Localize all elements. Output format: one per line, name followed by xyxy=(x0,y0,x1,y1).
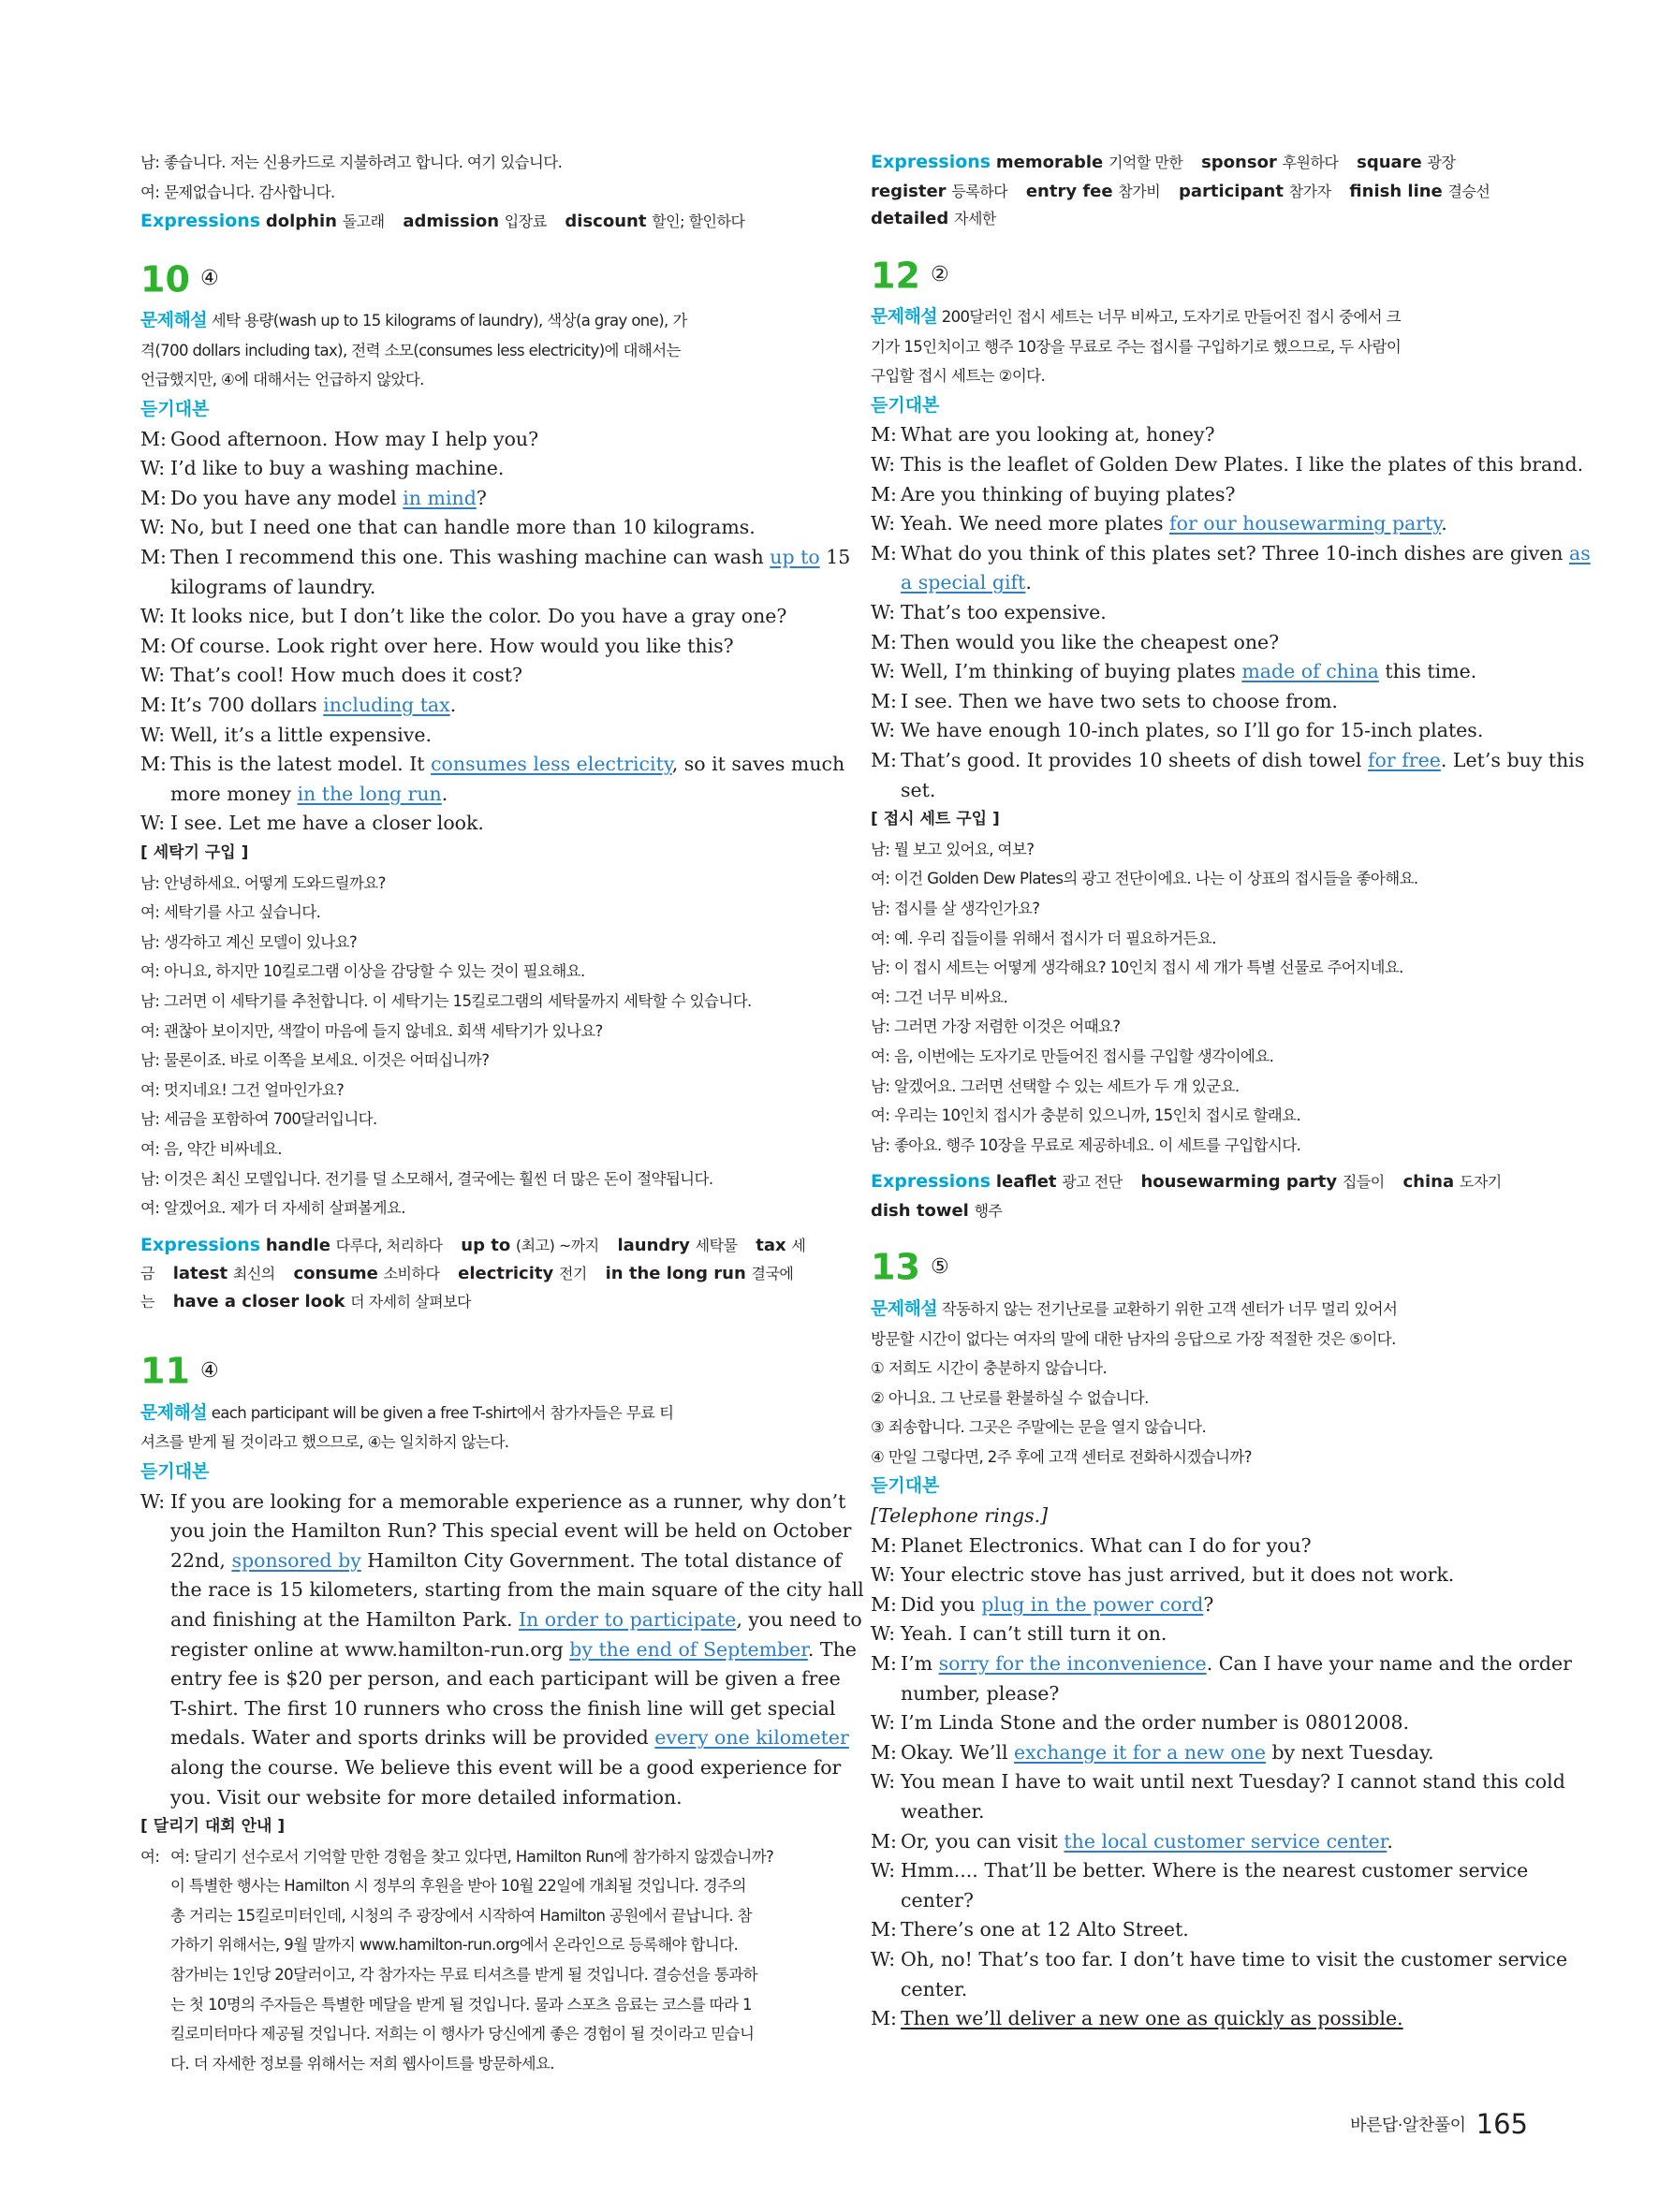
korean-line: 참가비는 1인당 20달러이고, 각 참가자는 무료 티셔츠를 받게 될 것입니다. 결승선을 통과하 xyxy=(170,1966,757,1985)
korean-line: 가하기 위해서는, 9월 말까지 www.hamilton-run.org에서 온라인으로 등록해야 합니다. xyxy=(170,1936,739,1955)
question-header xyxy=(140,1343,811,1399)
expr-word: leaflet xyxy=(995,1172,1057,1193)
korean-line: 여: 멋지네요! 그건 얼마인가요? xyxy=(140,1080,345,1099)
page-footer xyxy=(1350,2108,1528,2140)
expr-word: admission xyxy=(403,212,500,232)
korean-line: 여: 그건 너무 비싸요. xyxy=(871,988,1008,1006)
korean-line: 여: 아니요, 하지만 10킬로그램 이상을 감당할 수 있는 것이 필요해요. xyxy=(140,962,585,981)
expr-word: dish towel xyxy=(871,1200,969,1221)
explanation-label: 문제해설 xyxy=(140,1401,208,1423)
question-number: 11 xyxy=(140,1350,190,1392)
expr-meaning: 도자기 xyxy=(1459,1173,1502,1192)
expressions-label: Expressions xyxy=(140,211,261,232)
script-dialogue: M: Good afternoon. How may I help you? W: I’d like to buy a washing machine. M: Do you have any model in mind? W: No, but I need one that can handle more than 10 kilograms. M: Then I recommend this one. This washing machine can wash up to 15 kilograms of laundry. W: It looks nice, but I don’t like the color. Do you have a gray one? M: Of course. Look right over here. How would you like this? W: That’s cool! How much does it cost? M: It’s 700 dollars including tax. W: Well, it’s a little expensive. M: This is the latest model. It consumes less electricity, so it saves much more money in the long run. W: I see. Let me have a closer look. xyxy=(140,427,851,835)
script-dialogue: [Telephone rings.] M: Planet Electronics. What can I do for you? W: Your electric stove has just arrived, but it does not work. M: Did you plug in the power cord? W: Yeah. I can’t still turn it on. M: I’m sorry for the inconvenience. Can I have your name and the order number, please? W: I’m Linda Stone and the order number is 08012008. M: Okay. We’ll exchange it for a new one by next Tuesday. W: You mean I have to wait until next Tuesday? I cannot stand this cold weather. M: Or, you can visit the local customer service center. W: Hmm.... That’ll be better. Where is the nearest customer service center? M: There’s one at 12 Alto Street. W: Oh, no! That’s too far. I don’t have time to visit the customer service center. M: Then we’ll deliver a new one as quickly as possible. xyxy=(871,1502,1541,2034)
expr-meaning: 다루다, 처리하다 xyxy=(335,1236,443,1254)
korean-line: 이 특별한 행사는 Hamilton 시 정부의 후원을 받아 10월 22일에 개최될 것입니다. 경주의 xyxy=(170,1877,746,1896)
expr-meaning: 행주 xyxy=(974,1201,1003,1220)
explanation-text: 기가 15인치이고 행주 10장을 무료로 주는 접시를 구입하기로 했으므로, 두 사람이 xyxy=(871,337,1402,356)
korean-line: 남: 그러면 이 세탁기를 추천합니다. 이 세탁기는 15킬로그램의 세탁물까지 세탁할 수 있습니다. xyxy=(140,991,752,1010)
expr-meaning: 세금 xyxy=(140,1236,806,1283)
answer-mark: ④ xyxy=(199,267,219,291)
korean-line: 남: 생각하고 계신 모델이 있나요? xyxy=(140,932,358,951)
explanation-text: each participant will be given a free T-shirt에서 참가자들은 무료 티 xyxy=(211,1403,674,1422)
expr-meaning: 등록하다 xyxy=(951,182,1008,200)
expr-word: detailed xyxy=(871,209,949,229)
expr-meaning: 전기 xyxy=(558,1265,587,1283)
expr-meaning: 광장 xyxy=(1427,154,1456,171)
option-line: ④ 만일 그렇다면, 2주 후에 고객 센터로 전화하시겠습니까? xyxy=(871,1447,1252,1466)
korean-line: 여: 음, 약간 비싸네요. xyxy=(140,1139,282,1158)
korean-line: 총 거리는 15킬로미터인데, 시청의 주 광장에서 시작하여 Hamilton 공원에서 끝납니다. 참 xyxy=(170,1906,753,1925)
korean-line: 는 첫 10명의 주자들은 특별한 메달을 받게 될 것입니다. 물과 스포츠 음료는 코스를 따라 1 xyxy=(170,1995,752,2014)
answer-mark: ② xyxy=(930,263,949,287)
expr-meaning: 최신의 xyxy=(232,1265,275,1283)
expr-meaning: 결국에는 xyxy=(140,1265,794,1311)
expr-word: memorable xyxy=(995,153,1104,172)
expr-meaning: 소비하다 xyxy=(383,1265,440,1283)
korean-line: 남: 이 접시 세트는 어떻게 생각해요? 10인치 접시 세 개가 특별 선물로 주어지네요. xyxy=(871,959,1403,977)
expr-word: latest xyxy=(172,1264,228,1284)
stage-direction: [Telephone rings.] xyxy=(871,1504,1049,1528)
explanation-text: 200달러인 접시 세트는 너무 비싸고, 도자기로 만들어진 접시 중에서 크 xyxy=(941,308,1401,327)
korean-line: 남: 접시를 살 생각인가요? xyxy=(871,899,1040,917)
question-number: 13 xyxy=(871,1246,920,1288)
expr-word: up to xyxy=(461,1235,511,1255)
question-header xyxy=(871,248,1541,303)
question-header xyxy=(871,1239,1541,1295)
expressions-box xyxy=(871,148,1541,233)
expr-meaning: 참가자 xyxy=(1288,182,1331,200)
korean-line: 여: 달리기 선수로서 기억할 만한 경험을 찾고 있다면, Hamilton Run에 참가하지 않겠습니까? xyxy=(170,1847,774,1866)
expr-word: have a closer look xyxy=(172,1291,345,1311)
expr-word: housewarming party xyxy=(1140,1172,1338,1193)
expr-meaning: 집들이 xyxy=(1342,1173,1385,1192)
explanation-text: 작동하지 않는 전기난로를 교환하기 위한 고객 센터가 너무 멀리 있어서 xyxy=(941,1299,1398,1318)
expr-word: in the long run xyxy=(605,1264,746,1284)
expr-word: tax xyxy=(756,1235,786,1255)
korean-line: 남: 그러면 가장 저렴한 이것은 어때요? xyxy=(871,1018,1121,1036)
page-number: 165 xyxy=(1475,2108,1528,2140)
section-title: [ 접시 세트 구입 ] xyxy=(871,810,1000,829)
korean-line: 여: 알겠어요. 제가 더 자세히 살펴볼게요. xyxy=(140,1199,405,1218)
korean-line: 여: 세탁기를 사고 싶습니다. xyxy=(140,903,321,922)
expr-word: discount xyxy=(565,212,647,232)
expr-meaning: 입장료 xyxy=(504,212,547,231)
expr-word: participant xyxy=(1178,181,1284,201)
expr-word: china xyxy=(1402,1172,1455,1193)
korean-line: 남: 알겠어요. 그러면 선택할 수 있는 세트가 두 개 있군요. xyxy=(871,1077,1240,1095)
expressions-label: Expressions xyxy=(871,1171,991,1193)
explanation-label: 문제해설 xyxy=(871,306,938,328)
korean-line: 킬로미터마다 제공될 것입니다. 저희는 이 행사가 당신에게 좋은 경험이 될 것이라고 믿습니 xyxy=(170,2025,755,2044)
korean-line: 남: 안녕하세요. 어떻게 도와드릴까요? xyxy=(140,873,386,892)
script-dialogue: M: What are you looking at, honey? W: This is the leaflet of Golden Dew Plates. I like the plates of this brand. M: Are you thinking of buying plates? W: Yeah. We need more plates for our housewarming party. M: What do you think of this plates set? Three 10-inch dishes are given as a special gift. W: That’s too expensive. M: Then would you like the cheapest one? W: Well, I’m thinking of buying plates made of china this time. M: I see. Then we have two sets to choose from. W: We have enough 10-inch plates, so I’ll go for 15-inch plates. M: That’s good. It provides 10 sheets of dish towel for free. Let’s buy this set. xyxy=(871,423,1591,801)
expr-meaning: 후원하다 xyxy=(1282,154,1339,171)
script-monologue: W: If you are looking for a memorable experience as a runner, why don’t you join the Hamilton Run? This special event will be held on October 22nd, sponsored by Hamilton City Government. The total distance of the race is 15 kilometers, starting from the main square of the city hall and finishing at the Hamilton Park. In order to participate, you need to register online at www.hamilton-run.org by the end of September. The entry fee is $20 per person, and each participant will be given a free T-shirt. The first 10 runners who cross the finish line will get special medals. Water and sports drinks will be provided every one kilometer along the course. We believe this event will be a good experience for you. Visit our website for more detailed information. xyxy=(140,1489,864,1809)
expr-meaning: 광고 전단 xyxy=(1062,1173,1123,1192)
script-label: 듣기대본 xyxy=(140,1460,210,1482)
explanation-text: 세탁 용량(wash up to 15 kilograms of laundry), 색상(a gray one), 가 xyxy=(211,312,687,330)
expr-meaning: (최고) ~까지 xyxy=(515,1236,599,1254)
question-header xyxy=(140,252,811,307)
option-line: ③ 죄송합니다. 그곳은 주말에는 문을 열지 않습니다. xyxy=(871,1418,1207,1437)
expr-meaning: 세탁물 xyxy=(695,1236,738,1254)
footer-text: 바른답·알찬풀이 xyxy=(1350,2116,1466,2135)
explanation-text: 격(700 dollars including tax), 전력 소모(consumes less electricity)에 대해서는 xyxy=(140,341,681,359)
expressions-box xyxy=(140,207,811,237)
korean-line: 다. 더 자세한 정보를 위해서는 저희 웹사이트를 방문하세요. xyxy=(170,2054,554,2073)
option-line: ② 아니요. 그 난로를 환불하실 수 없습니다. xyxy=(871,1388,1149,1407)
expressions-label: Expressions xyxy=(140,1234,261,1255)
korean-line: 여: 이건 Golden Dew Plates의 광고 전단이에요. 나는 이 상표의 접시들을 좋아해요. xyxy=(871,870,1418,888)
explanation-text: 방문할 시간이 없다는 여자의 말에 대한 남자의 응답으로 가장 적절한 것은 ⑤이다. xyxy=(871,1329,1396,1348)
expr-word: finish line xyxy=(1349,181,1443,201)
section-title: [ 세탁기 구입 ] xyxy=(140,842,249,862)
korean-line: 여: 예. 우리 집들이를 위해서 접시가 더 필요하거든요. xyxy=(871,929,1216,947)
korean-line: 남: 이것은 최신 모델입니다. 전기를 덜 소모해서, 결국에는 훨씬 더 많은 돈이 절약됩니다. xyxy=(140,1169,713,1188)
answer-mark: ④ xyxy=(199,1358,219,1383)
expr-meaning: 결승선 xyxy=(1447,182,1490,200)
left-column: 남: 좋습니다. 저는 신용카드로 지불하려고 합니다. 여기 있습니다. 여: 문제없습니다. 감사합니다. Expressions dolphin 돌고래 admission 입장료 discount 할인; 할인하다 10 ④ 문제해설 세탁 용량(wash up to 15 kilograms of laundry), 색상(a gray one), 가 격(700 dollars including tax), 전력 소모(consumes less electricity)에 대해서는 언급했지만, ④에 대해서는 언급하지 않았다. 듣기대본 M: Good afternoon. How may I help you? W: I’d like to buy a washing machine. M: Do you have any model in mind? W: No, but I need one that can handle more than 10 kilograms. M: Then I recommend this one. This washing machine can wash up to 15 kilograms of laundry. W: It looks nice, but I don’t like the color. Do you have a gray one? M: Of course. Look right over here. How would you like this? W: That’s cool! How much does it cost? M: It’s 700 dollars including tax. W: Well, it’s a little expensive. M: This is the latest model. It consumes less electricity, so it saves much more money in the long run. W: I see. Let me have a closer look. [ 세탁기 구입 ] 남: 안녕하세요. 어떻게 도와드릴까요? 여: 세탁기를 사고 싶습니다. 남: 생각하고 계신 모델이 있나요? 여: 아니요, 하지만 10킬로그램 이상을 감당할 수 있는 것이 필요해요. 남: 그러면 이 세탁기를 추천합니다. 이 세탁기는 15킬로그램의 세탁물까지 세탁할 수 있습니다. 여: 괜찮아 보이지만, 색깔이 마음에 들지 않네요. 회색 세탁기가 있나요? 남: 물론이죠. 바로 이쪽을 보세요. 이것은 어떠십니까? 여: 멋지네요! 그건 얼마인가요? 남: 세금을 포함하여 700달러입니다. 여: 음, 약간 비싸네요. 남: 이것은 최신 모델입니다. 전기를 덜 소모해서, 결국에는 훨씬 더 많은 돈이 절약됩니다. 여: 알겠어요. 제가 더 자세히 살펴볼게요. Expressions handle 다루다, 처리하다 up to (최고) ~까지 laundry 세탁물 tax 세금 latest 최신의 consume 소비하다 electricity 전기 in the long run 결국에는 have a closer look 더 자세히 살펴보다 11 ④ 문제해설 each participant will be given a free T-shirt에서 참가자들은 무료 티 셔츠를 받게 될 것이라고 했으므로, ④는 일치하지 않는다. 듣기대본 W: If you are looking for a memorable experience as a runner, why don’t you join the Hamilton Run? This special event will be held on October 22nd, sponsored by Hamilton City Government. The total distance of the race is 15 kilometers, starting from the main square of the city hall and finishing at the Hamilton Park. In order to participate, you need to register online at www.hamilton-run.org by the end of September. The entry fee is $20 per person, and each participant will be given a free T-shirt. The first 10 runners who cross the finish line will get special medals. Water and sports drinks will be provided every one kilometer along the course. We believe this event will be a good experience for you. Visit our website for more detailed information. [ 달리기 대회 안내 ] 여: 여: 달리기 선수로서 기억할 만한 경험을 찾고 있다면, Hamilton Run에 참가하지 않겠습니까? 이 특별한 행사는 Hamilton 시 정부의 후원을 받아 10월 22일에 개최될 것입니다. 경주의 총 거리는 15킬로미터인데, 시청의 주 광장에서 시작하여 Hamilton 공원에서 끝납니다. 참 가하기 위해서는, 9월 말까지 www.hamilton-run.org에서 온라인으로 등록해야 합니다. 참가비는 1인당 20달러이고, 각 참가자는 무료 티셔츠를 받게 될 것입니다. 결승선을 통과하 는 첫 10명의 주자들은 특별한 메달을 받게 될 것입니다. 물과 스포츠 음료는 코스를 따라 1 킬로미터마다 제공될 것입니다. 저희는 이 행사가 당신에게 좋은 경험이 될 것이라고 믿습니 다. 더 자세한 정보를 위해서는 저희 웹사이트를 방문하세요. xyxy=(140,148,811,2078)
expr-meaning: 참가비 xyxy=(1118,182,1161,200)
korean-line: 여: 괜찮아 보이지만, 색깔이 마음에 들지 않네요. 회색 세탁기가 있나요? xyxy=(140,1021,603,1040)
explanation-text: 구입할 접시 세트는 ②이다. xyxy=(871,367,1046,386)
expr-meaning: 할인; 할인하다 xyxy=(652,212,745,231)
question-number: 12 xyxy=(871,255,920,297)
explanation-label: 문제해설 xyxy=(140,310,208,331)
answer-mark: ⑤ xyxy=(930,1254,949,1279)
expr-meaning: 돌고래 xyxy=(342,212,385,231)
script-label: 듣기대본 xyxy=(871,394,940,416)
expressions-box xyxy=(871,1167,1541,1224)
korean-line: 남: 뭘 보고 있어요, 여보? xyxy=(871,840,1035,858)
explanation-text: 언급했지만, ④에 대해서는 언급하지 않았다. xyxy=(140,371,424,389)
expressions-label: Expressions xyxy=(871,152,991,172)
expr-word: consume xyxy=(293,1264,378,1284)
korean-line: 여: 음, 이번에는 도자기로 만들어진 접시를 구입할 생각이에요. xyxy=(871,1047,1274,1065)
expr-word: dolphin xyxy=(265,212,337,232)
expr-meaning: 기억할 만한 xyxy=(1108,154,1183,171)
expr-word: handle xyxy=(265,1235,330,1255)
korean-line: 남: 물론이죠. 바로 이쪽을 보세요. 이것은 어떠십니까? xyxy=(140,1051,490,1070)
question-number: 10 xyxy=(140,258,190,300)
korean-line: 여: 문제없습니다. 감사합니다. xyxy=(140,183,335,201)
korean-line: 남: 세금을 포함하여 700달러입니다. xyxy=(140,1110,377,1129)
explanation-text: 셔츠를 받게 될 것이라고 했으므로, ④는 일치하지 않는다. xyxy=(140,1433,509,1452)
script-label: 듣기대본 xyxy=(871,1475,940,1497)
expr-word: sponsor xyxy=(1201,153,1277,172)
korean-line: 남: 좋아요. 행주 10장을 무료로 제공하네요. 이 세트를 구입합시다. xyxy=(871,1135,1301,1154)
korean-line: 여: 우리는 10인치 접시가 충분히 있으니까, 15인치 접시로 할래요. xyxy=(871,1106,1301,1125)
expr-meaning: 더 자세히 살펴보다 xyxy=(350,1292,471,1311)
expressions-box xyxy=(140,1231,811,1316)
expr-word: laundry xyxy=(617,1235,690,1255)
korean-line: 남: 좋습니다. 저는 신용카드로 지불하려고 합니다. 여기 있습니다. xyxy=(140,154,563,171)
expr-meaning: 자세한 xyxy=(954,210,996,228)
expr-word: square xyxy=(1357,153,1422,172)
right-column xyxy=(871,148,1591,2034)
expr-word: electricity xyxy=(458,1264,554,1284)
script-label: 듣기대본 xyxy=(140,399,210,420)
expr-word: register xyxy=(871,181,947,201)
expr-word: entry fee xyxy=(1025,181,1113,201)
explanation-label: 문제해설 xyxy=(871,1297,938,1319)
option-line: ① 저희도 시간이 충분하지 않습니다. xyxy=(871,1359,1108,1378)
section-title: [ 달리기 대회 안내 ] xyxy=(140,1817,286,1837)
